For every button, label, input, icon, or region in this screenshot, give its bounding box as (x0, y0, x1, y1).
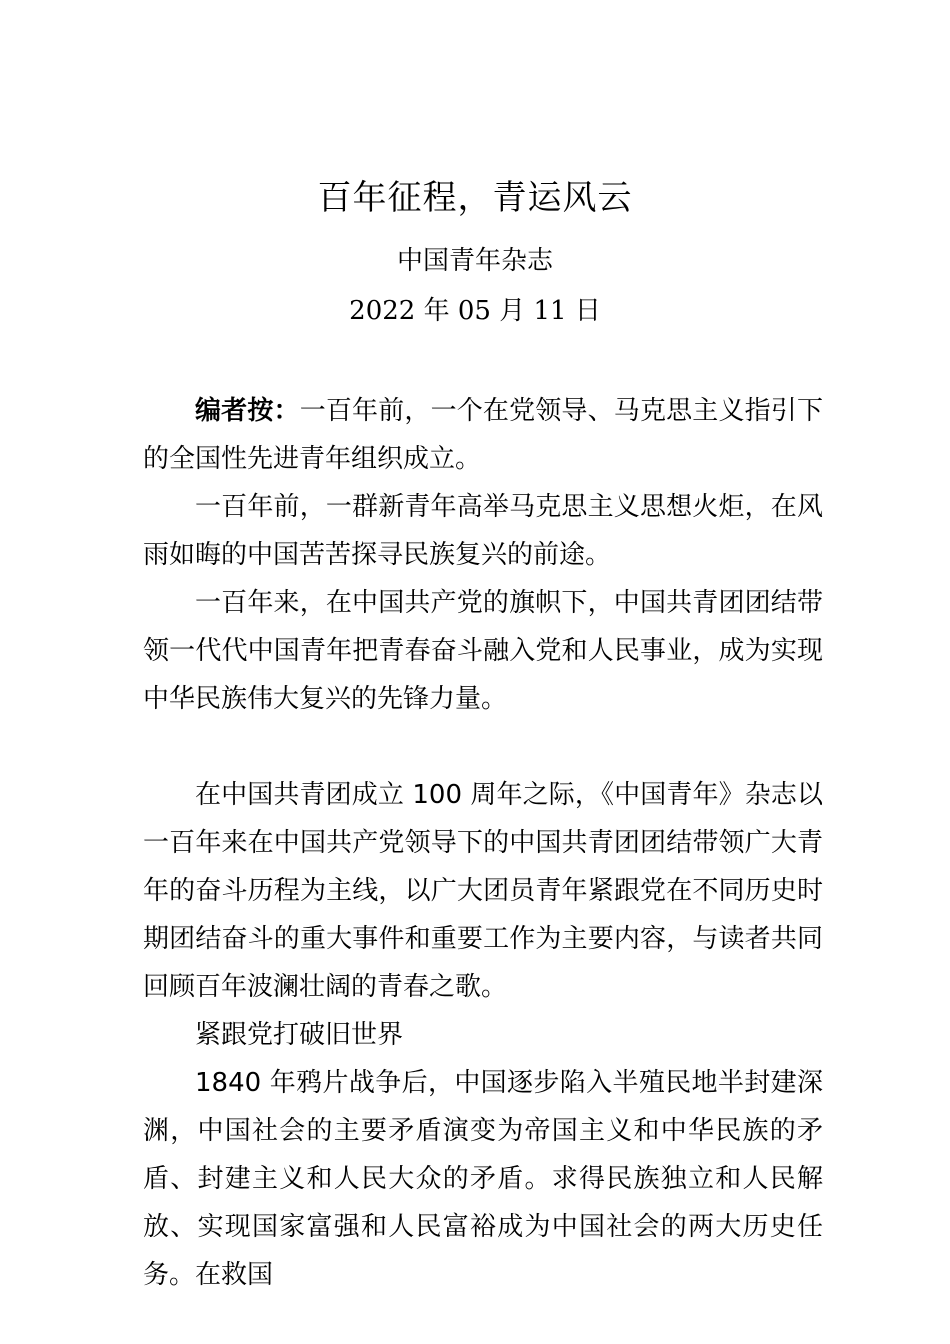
article-date: 2022 年 05 月 11 日 (349, 296, 601, 326)
section-heading: 紧跟党打破旧世界 (195, 1020, 404, 1050)
section-paragraph: 1840 年鸦片战争后，中国逐步陷入半殖民地半封建深渊，中国社会的主要矛盾演变为帝国主义和中华民族的矛盾、封建主义和人民大众的矛盾。求得民族独立和人民解放、实现国家富强和人民富裕成为中国社会的两大历史任务。在救国 (143, 1068, 823, 1290)
article-body (143, 387, 823, 1299)
editor-note-text: 一百年前，一个在党领导、马克思主义指引下的全国性先进青年组织成立。 (143, 396, 823, 474)
article-title: 百年征程，青运风云 (317, 178, 633, 218)
article-source: 中国青年杂志 (396, 246, 553, 276)
editor-note-label: 编者按： (195, 396, 300, 426)
body-paragraph: 在中国共青团成立 100 周年之际，《中国青年》杂志以一百年来在中国共产党领导下的中国共青团团结带领广大青年的奋斗历程为主线，以广大团员青年紧跟党在不同历史时期团结奋斗的重大事件和重要工作为主要内容，与读者共同回顾百年波澜壮阔的青春之歌。 (143, 780, 823, 1002)
body-paragraph: 一百年来，在中国共产党的旗帜下，中国共青团团结带领一代代中国青年把青春奋斗融入党和人民事业，成为实现中华民族伟大复兴的先锋力量。 (143, 588, 823, 714)
editor-note-paragraph (143, 387, 823, 483)
body-paragraph: 一百年前，一群新青年高举马克思主义思想火炬，在风雨如晦的中国苦苦探寻民族复兴的前途。 (143, 492, 823, 570)
